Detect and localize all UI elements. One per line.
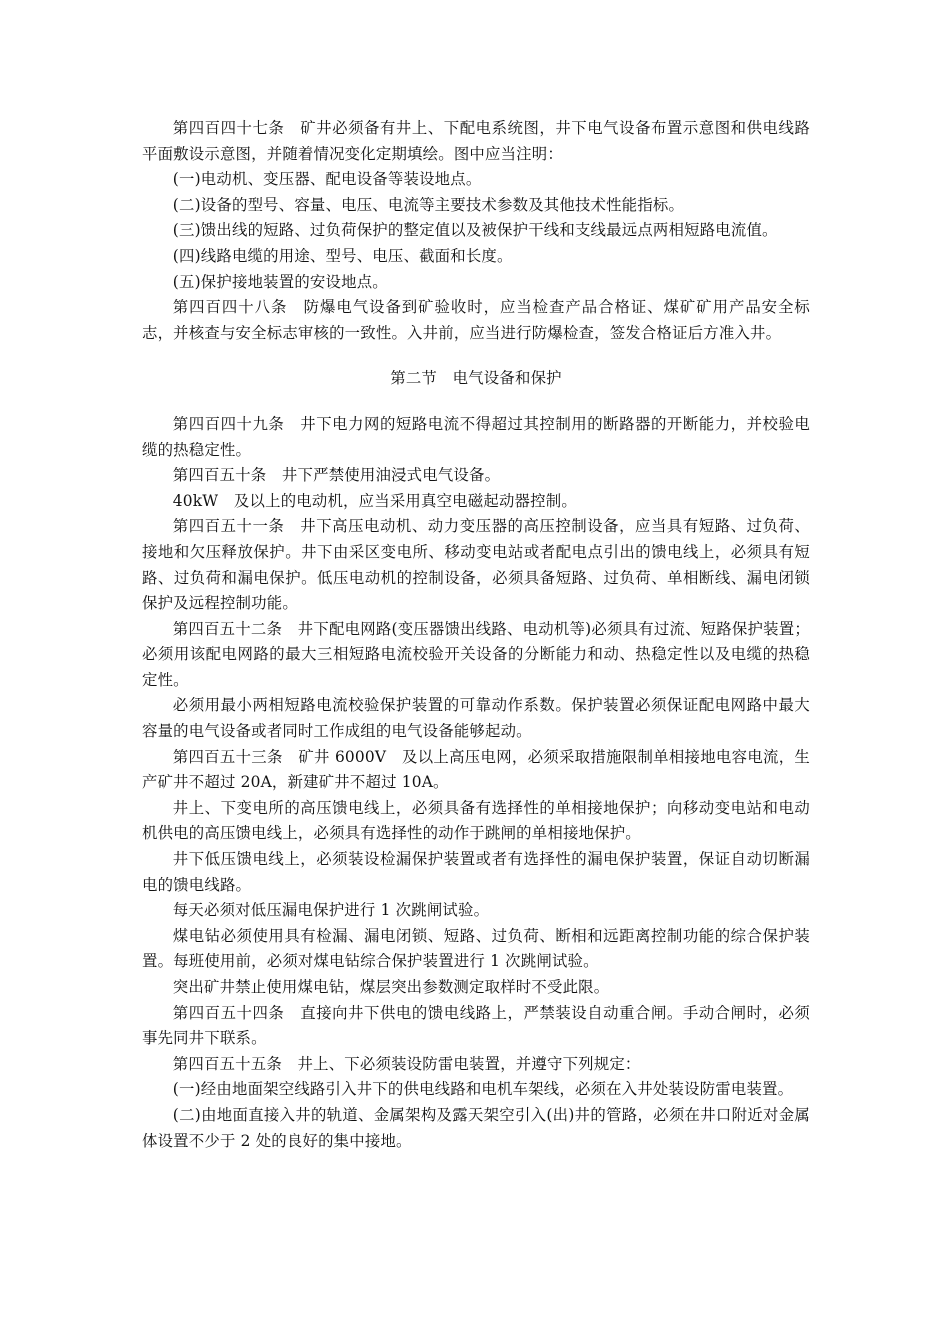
article-454: 第四百五十四条 直接向井下供电的馈电线路上，严禁装设自动重合闸。手动合闸时，必须事先同井下联系。: [142, 1003, 810, 1048]
section-heading: 第二节 电气设备和保护: [390, 369, 562, 388]
article-449: 第四百四十九条 井下电力网的短路电流不得超过其控制用的断路器的开断能力，并校验电缆的热稳定性。: [142, 414, 810, 459]
list-item-lightning-1: (一)经由地面架空线路引入井下的供电线路和电机车架线，必须在入井处装设防雷电装置。: [172, 1080, 794, 1099]
list-item-4: (四)线路电缆的用途、型号、电压、截面和长度。: [172, 246, 513, 265]
article-455: 第四百五十五条 井上、下必须装设防雷电装置，并遵守下列规定：: [172, 1054, 641, 1073]
paragraph-high-voltage-feeder: 井上、下变电所的高压馈电线上，必须具备有选择性的单相接地保护；向移动变电站和电动机供电的高压馈电线上，必须具有选择性的动作于跳闸的单相接地保护。: [142, 798, 810, 843]
paragraph-daily-trip-test: 每天必须对低压漏电保护进行 1 次跳闸试验。: [172, 901, 490, 920]
document-page: [142, 116, 810, 1154]
article-450: 第四百五十条 井下严禁使用油浸式电气设备。: [172, 466, 501, 485]
paragraph-coal-drill: 煤电钻必须使用具有检漏、漏电闭锁、短路、过负荷、断相和远距离控制功能的综合保护装置。每班使用前，必须对煤电钻综合保护装置进行 1 次跳闸试验。: [142, 926, 810, 971]
paragraph-40kw: 40kW 及以上的电动机，应当采用真空电磁起动器控制。: [172, 491, 577, 510]
paragraph-low-voltage-feeder: 井下低压馈电线上，必须装设检漏保护装置或者有选择性的漏电保护装置，保证自动切断漏电的馈电线路。: [142, 850, 810, 894]
list-item-3: (三)馈出线的短路、过负荷保护的整定值以及被保护干线和支线最远点两相短路电流值。: [172, 221, 778, 240]
article-452: 第四百五十二条 井下配电网路(变压器馈出线路、电动机等)必须具有过流、短路保护装置；必须用该配电网路的最大三相短路电流校验开关设备的分断能力和动、热稳定性以及电缆的热稳定性。: [142, 619, 810, 689]
list-item-2: (二)设备的型号、容量、电压、电流等主要技术参数及其他技术性能指标。: [172, 195, 685, 214]
article-453: 第四百五十三条 矿井 6000V 及以上高压电网，必须采取措施限制单相接地电容电流，生产矿井不超过 20A，新建矿井不超过 10A。: [142, 747, 810, 792]
list-item-1: (一)电动机、变压器、配电设备等装设地点。: [172, 170, 482, 189]
paragraph-protection-coefficient: 必须用最小两相短路电流校验保护装置的可靠动作系数。保护装置必须保证配电网路中最大容量的电气设备或者同时工作成组的电气设备能够起动。: [142, 696, 810, 741]
paragraph-outburst-mine: 突出矿井禁止使用煤电钻，煤层突出参数测定取样时不受此限。: [172, 978, 610, 996]
list-item-5: (五)保护接地装置的安设地点。: [172, 272, 388, 291]
article-451: 第四百五十一条 井下高压电动机、动力变压器的高压控制设备，应当具有短路、过负荷、接地和欠压释放保护。井下由采区变电所、移动变电站或者配电点引出的馈电线上，必须具有短路、过负荷和漏电保护。低压电动机的控制设备，必须具备短路、过负荷、单相断线、漏电闭锁保护及远程控制功能。: [142, 517, 810, 613]
article-448: 第四百四十八条 防爆电气设备到矿验收时，应当检查产品合格证、煤矿矿用产品安全标志，并核查与安全标志审核的一致性。入井前，应当进行防爆检查，签发合格证后方准入井。: [142, 298, 810, 342]
article-447: 第四百四十七条 矿井必须备有井上、下配电系统图，井下电气设备布置示意图和供电线路平面敷设示意图，并随着情况变化定期填绘。图中应当注明：: [142, 119, 810, 163]
list-item-lightning-2: (二)由地面直接入井的轨道、金属架构及露天架空引入(出)井的管路，必须在井口附近对金属体设置不少于 2 处的良好的集中接地。: [142, 1105, 810, 1150]
